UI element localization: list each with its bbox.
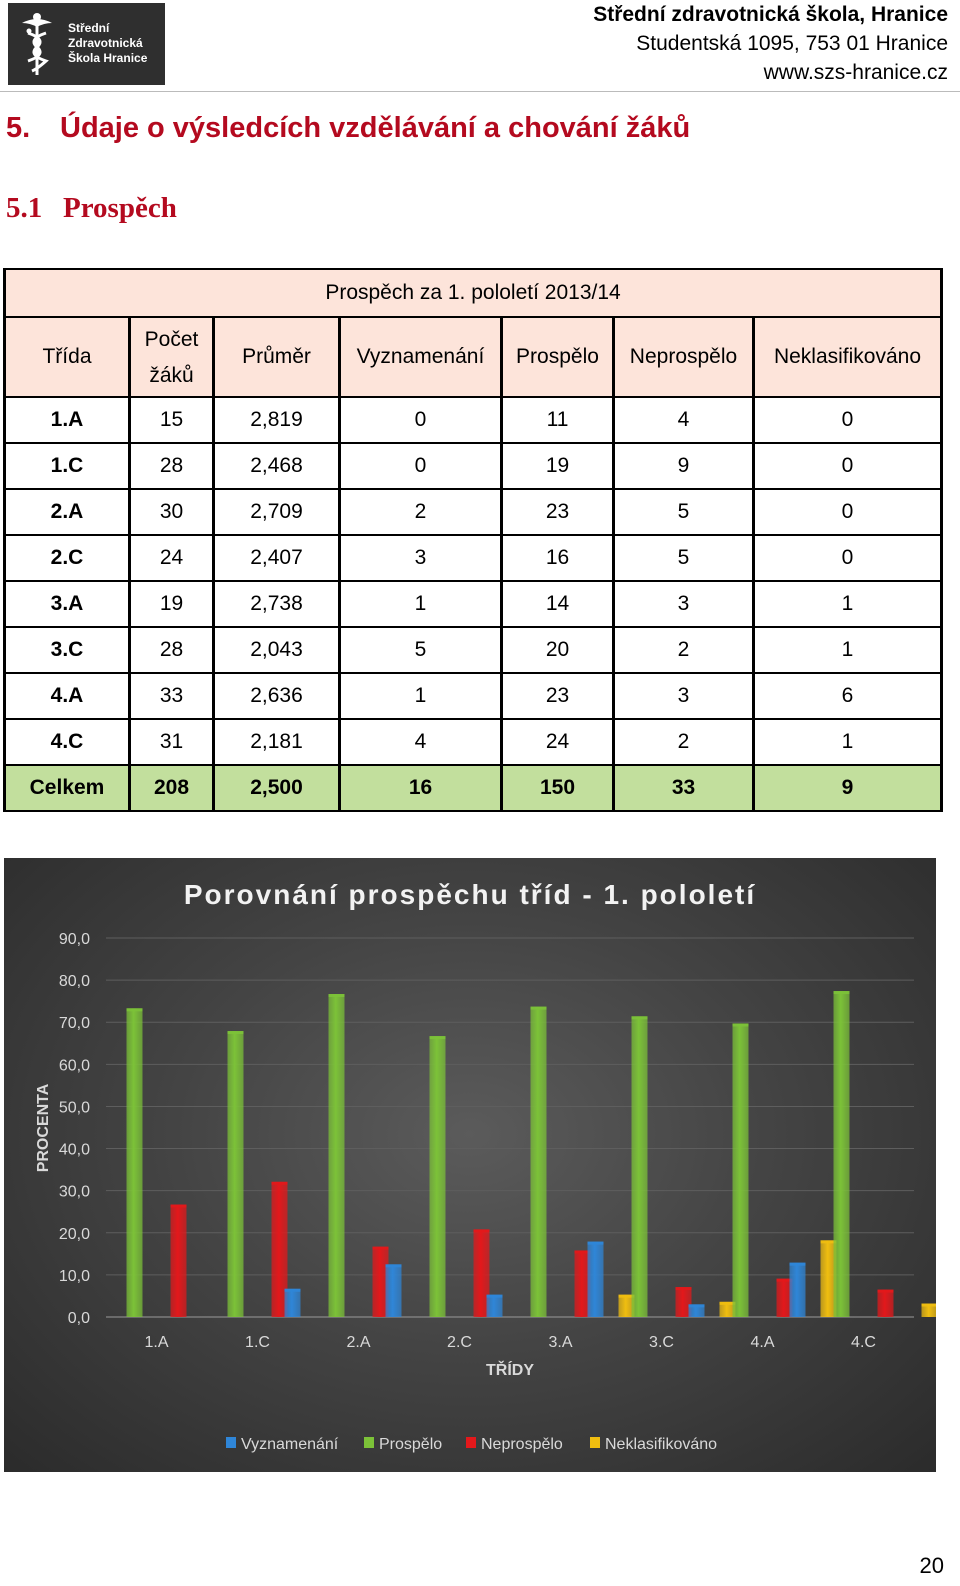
bar-prospělo [531,1007,547,1317]
value-cell: 0 [754,397,942,443]
x-tick-label: 2.C [447,1334,472,1351]
bar-cap [676,1287,692,1290]
value-cell: 28 [130,627,214,673]
bar-vyznamenání [790,1263,806,1317]
table-caption-row [5,269,942,317]
bar-cap [487,1295,503,1298]
table-row [5,535,942,581]
value-cell: 2,709 [214,489,340,535]
bar-vyznamenání [285,1289,301,1317]
value-cell: 20 [502,627,614,673]
value-cell: 11 [502,397,614,443]
value-cell: 5 [614,489,754,535]
bar-cap [285,1289,301,1292]
value-cell: 1 [754,581,942,627]
table-row [5,489,942,535]
value-cell: 2,181 [214,719,340,765]
value-cell: 1 [340,581,502,627]
legend-label: Neklasifikováno [605,1436,718,1453]
bar-cap [733,1023,749,1026]
bar-vyznamenání [386,1264,402,1317]
value-cell: 14 [502,581,614,627]
header-cell [130,317,214,397]
x-tick-label: 2.A [346,1334,371,1351]
class-cell: 4.C [5,719,130,765]
y-tick-label: 20,0 [58,1225,90,1243]
value-cell: 9 [614,443,754,489]
bar-prospělo [329,994,345,1317]
value-cell: 33 [130,673,214,719]
y-tick-label: 40,0 [58,1141,90,1159]
value-cell: 19 [502,443,614,489]
value-cell: 0 [754,535,942,581]
legend-swatch [226,1437,236,1448]
value-cell: 208 [130,765,214,811]
legend-label: Prospělo [379,1436,443,1453]
value-cell: 24 [130,535,214,581]
value-cell: 2 [340,489,502,535]
table-header-row [5,317,942,397]
bar-prospělo [228,1031,244,1317]
bar-cap [329,994,345,997]
chart-svg [4,858,936,1472]
value-cell: 2,407 [214,535,340,581]
y-axis-label: PROCENTA [35,1083,52,1173]
legend-swatch [364,1437,374,1448]
school-logo [8,3,165,85]
school-address: Studentská 1095, 753 01 Hranice [636,32,948,55]
value-cell: 23 [502,489,614,535]
school-name: Střední zdravotnická škola, Hranice [593,3,948,26]
table-caption: Prospěch za 1. pololetí 2013/14 [5,269,942,317]
page-number: 20 [919,1553,944,1578]
value-cell: 0 [754,489,942,535]
y-tick-label: 60,0 [58,1057,90,1075]
value-cell: 6 [754,673,942,719]
bar-cap [790,1263,806,1266]
class-cell: 3.C [5,627,130,673]
class-cell: 1.C [5,443,130,489]
bar-cap [834,991,850,994]
header-cell: Průměr [214,317,340,397]
value-cell: 2,819 [214,397,340,443]
header-cell: Neklasifikováno [754,317,942,397]
value-cell: 31 [130,719,214,765]
value-cell: 0 [340,397,502,443]
caduceus-icon [18,11,56,77]
bar-cap [171,1205,187,1208]
school-contact [593,0,948,87]
legend-swatch [466,1437,476,1448]
table-total-row [5,765,942,811]
value-cell: 24 [502,719,614,765]
y-tick-label: 70,0 [58,1015,90,1033]
value-cell: 2,043 [214,627,340,673]
value-cell: 1 [754,627,942,673]
x-tick-label: 4.A [750,1334,775,1351]
bar-cap [922,1304,937,1307]
x-tick-label: 4.C [851,1334,876,1351]
school-website[interactable]: www.szs-hranice.cz [763,61,948,84]
value-cell: 4 [340,719,502,765]
x-tick-label: 3.C [649,1334,674,1351]
bar-cap [531,1007,547,1010]
legend-swatch [590,1437,600,1448]
y-tick-label: 80,0 [58,973,90,991]
value-cell: 30 [130,489,214,535]
value-cell: 2,468 [214,443,340,489]
legend-label: Vyznamenání [241,1436,339,1453]
bar-cap [588,1242,604,1245]
table-row [5,581,942,627]
x-axis-label: TŘÍDY [486,1362,534,1379]
table-row [5,673,942,719]
value-cell: 3 [614,673,754,719]
class-cell: 3.A [5,581,130,627]
table-row [5,719,942,765]
bar-cap [386,1264,402,1267]
header-cell-text: Počet žáků [144,328,199,387]
bar-neprospělo [171,1205,187,1317]
class-cell: 4.A [5,673,130,719]
page-header [0,0,960,92]
header-cell: Neprospělo [614,317,754,397]
chart-title: Porovnání prospěchu tříd - 1. pololetí [183,879,757,910]
bar-cap [228,1031,244,1034]
value-cell: 9 [754,765,942,811]
subsection-heading: 5.1 Prospěch [6,192,177,224]
table-row [5,627,942,673]
bar-neprospělo [878,1290,894,1317]
class-cell: 2.C [5,535,130,581]
value-cell: 2,738 [214,581,340,627]
bar-vyznamenání [487,1295,503,1317]
y-tick-label: 50,0 [58,1099,90,1117]
bar-cap [430,1036,446,1039]
header-divider [0,91,960,92]
value-cell: 28 [130,443,214,489]
value-cell: 15 [130,397,214,443]
value-cell: 19 [130,581,214,627]
bar-cap [272,1182,288,1185]
value-cell: 0 [754,443,942,489]
value-cell: 3 [340,535,502,581]
bar-cap [632,1016,648,1019]
bar-cap [878,1290,894,1293]
legend-label: Neprospělo [481,1436,563,1453]
class-cell: Celkem [5,765,130,811]
class-cell: 1.A [5,397,130,443]
value-cell: 1 [340,673,502,719]
results-chart [4,858,936,1472]
x-tick-label: 3.A [548,1334,573,1351]
value-cell: 3 [614,581,754,627]
bar-prospělo [733,1023,749,1317]
bar-cap [127,1008,143,1011]
bar-cap [373,1247,389,1250]
table-row [5,397,942,443]
bar-prospělo [632,1016,648,1317]
value-cell: 4 [614,397,754,443]
value-cell: 1 [754,719,942,765]
value-cell: 2 [614,627,754,673]
y-tick-label: 10,0 [58,1267,90,1285]
value-cell: 23 [502,673,614,719]
bar-prospělo [834,991,850,1317]
header-cell: Vyznamenání [340,317,502,397]
value-cell: 16 [502,535,614,581]
value-cell: 5 [340,627,502,673]
value-cell: 5 [614,535,754,581]
x-tick-label: 1.A [144,1334,169,1351]
class-cell: 2.A [5,489,130,535]
value-cell: 33 [614,765,754,811]
section-heading: 5. Údaje o výsledcích vzdělávání a chování žáků [6,112,691,144]
value-cell: 2,636 [214,673,340,719]
bar-cap [689,1304,705,1307]
y-tick-label: 0,0 [67,1310,90,1327]
header-cell: Třída [5,317,130,397]
x-tick-label: 1.C [245,1334,270,1351]
y-tick-label: 30,0 [58,1183,90,1201]
logo-wordmark: Střední Zdravotnická Škola Hranice [68,21,148,65]
value-cell: 0 [340,443,502,489]
bar-prospělo [127,1008,143,1317]
grades-table [3,268,943,812]
table-row [5,443,942,489]
bar-vyznamenání [588,1242,604,1317]
value-cell: 2 [614,719,754,765]
value-cell: 150 [502,765,614,811]
value-cell: 16 [340,765,502,811]
bar-prospělo [430,1036,446,1317]
bar-cap [474,1229,490,1232]
value-cell: 2,500 [214,765,340,811]
y-tick-label: 90,0 [58,931,90,948]
header-cell: Prospělo [502,317,614,397]
